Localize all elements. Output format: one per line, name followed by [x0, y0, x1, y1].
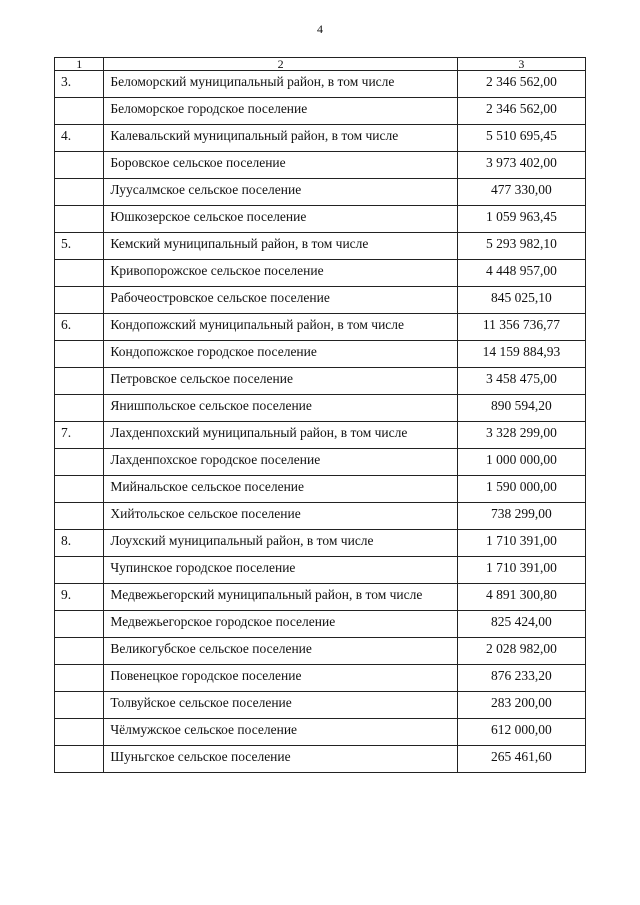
amount-cell: 5 510 695,45: [457, 125, 585, 152]
entity-name-cell: Кривопорожское сельское поселение: [104, 260, 457, 287]
entity-name-cell: Медвежьегорское городское поселение: [104, 611, 457, 638]
entity-name-cell: Калевальский муниципальный район, в том числе: [104, 125, 457, 152]
entity-name-cell: Лоухский муниципальный район, в том числе: [104, 530, 457, 557]
row-number-cell: [55, 395, 104, 422]
budget-table: [54, 57, 586, 773]
amount-cell: 612 000,00: [457, 719, 585, 746]
entity-name-cell: Рабочеостровское сельское поселение: [104, 287, 457, 314]
entity-name-cell: Кондопожский муниципальный район, в том числе: [104, 314, 457, 341]
row-number-cell: [55, 368, 104, 395]
row-number-cell: [55, 341, 104, 368]
table-row: [55, 98, 586, 125]
amount-cell: 4 891 300,80: [457, 584, 585, 611]
entity-name-cell: Боровское сельское поселение: [104, 152, 457, 179]
table-row: [55, 368, 586, 395]
table-row: [55, 530, 586, 557]
amount-cell: 14 159 884,93: [457, 341, 585, 368]
amount-cell: 825 424,00: [457, 611, 585, 638]
table-row: [55, 179, 586, 206]
table-body: [55, 71, 586, 773]
table-row: [55, 719, 586, 746]
amount-cell: 1 590 000,00: [457, 476, 585, 503]
table-row: [55, 503, 586, 530]
entity-name-cell: Чёлмужское сельское поселение: [104, 719, 457, 746]
row-number-cell: [55, 746, 104, 773]
amount-cell: 477 330,00: [457, 179, 585, 206]
entity-name-cell: Великогубское сельское поселение: [104, 638, 457, 665]
entity-name-cell: Петровское сельское поселение: [104, 368, 457, 395]
table-row: [55, 746, 586, 773]
amount-cell: 11 356 736,77: [457, 314, 585, 341]
entity-name-cell: Хийтольское сельское поселение: [104, 503, 457, 530]
entity-name-cell: Толвуйское сельское поселение: [104, 692, 457, 719]
entity-name-cell: Беломорское городское поселение: [104, 98, 457, 125]
entity-name-cell: Повенецкое городское поселение: [104, 665, 457, 692]
entity-name-cell: Мийнальское сельское поселение: [104, 476, 457, 503]
row-number-cell: [55, 503, 104, 530]
table-row: [55, 260, 586, 287]
row-number-cell: 8.: [55, 530, 104, 557]
row-number-cell: 6.: [55, 314, 104, 341]
entity-name-cell: Кемский муниципальный район, в том числе: [104, 233, 457, 260]
entity-name-cell: Янишпольское сельское поселение: [104, 395, 457, 422]
row-number-cell: [55, 692, 104, 719]
row-number-cell: [55, 611, 104, 638]
table-row: [55, 233, 586, 260]
row-number-cell: 4.: [55, 125, 104, 152]
table-row: [55, 314, 586, 341]
amount-cell: 4 448 957,00: [457, 260, 585, 287]
row-number-cell: [55, 152, 104, 179]
table-row: [55, 71, 586, 98]
entity-name-cell: Лахденпохский муниципальный район, в том числе: [104, 422, 457, 449]
row-number-cell: [55, 665, 104, 692]
table-header: [55, 58, 586, 71]
amount-cell: 1 710 391,00: [457, 557, 585, 584]
table-row: [55, 125, 586, 152]
table-row: [55, 665, 586, 692]
amount-cell: 845 025,10: [457, 287, 585, 314]
table-row: [55, 395, 586, 422]
page-number: 4: [317, 22, 323, 36]
row-number-cell: [55, 557, 104, 584]
amount-cell: 5 293 982,10: [457, 233, 585, 260]
column-header-2: 2: [104, 58, 457, 71]
row-number-cell: 3.: [55, 71, 104, 98]
row-number-cell: 5.: [55, 233, 104, 260]
amount-cell: 3 973 402,00: [457, 152, 585, 179]
table-row: [55, 557, 586, 584]
amount-cell: 1 000 000,00: [457, 449, 585, 476]
row-number-cell: [55, 98, 104, 125]
entity-name-cell: Юшкозерское сельское поселение: [104, 206, 457, 233]
entity-name-cell: Шуньгское сельское поселение: [104, 746, 457, 773]
amount-cell: 265 461,60: [457, 746, 585, 773]
table-row: [55, 449, 586, 476]
column-header-3: 3: [457, 58, 585, 71]
row-number-cell: 7.: [55, 422, 104, 449]
row-number-cell: [55, 206, 104, 233]
table-row: [55, 638, 586, 665]
table-row: [55, 476, 586, 503]
amount-cell: 876 233,20: [457, 665, 585, 692]
table-row: [55, 287, 586, 314]
row-number-cell: [55, 638, 104, 665]
row-number-cell: [55, 719, 104, 746]
table-row: [55, 692, 586, 719]
row-number-cell: [55, 179, 104, 206]
amount-cell: 738 299,00: [457, 503, 585, 530]
entity-name-cell: Чупинское городское поселение: [104, 557, 457, 584]
row-number-cell: 9.: [55, 584, 104, 611]
amount-cell: 2 028 982,00: [457, 638, 585, 665]
amount-cell: 283 200,00: [457, 692, 585, 719]
table-row: [55, 152, 586, 179]
row-number-cell: [55, 476, 104, 503]
entity-name-cell: Лахденпохское городское поселение: [104, 449, 457, 476]
amount-cell: 3 458 475,00: [457, 368, 585, 395]
entity-name-cell: Медвежьегорский муниципальный район, в том числе: [104, 584, 457, 611]
table-row: [55, 422, 586, 449]
table-row: [55, 206, 586, 233]
entity-name-cell: Луусалмское сельское поселение: [104, 179, 457, 206]
amount-cell: 2 346 562,00: [457, 71, 585, 98]
entity-name-cell: Кондопожское городское поселение: [104, 341, 457, 368]
column-header-1: 1: [55, 58, 104, 71]
row-number-cell: [55, 449, 104, 476]
amount-cell: 3 328 299,00: [457, 422, 585, 449]
header-row: [55, 58, 586, 71]
amount-cell: 2 346 562,00: [457, 98, 585, 125]
row-number-cell: [55, 287, 104, 314]
table-row: [55, 584, 586, 611]
amount-cell: 890 594,20: [457, 395, 585, 422]
table-row: [55, 341, 586, 368]
amount-cell: 1 710 391,00: [457, 530, 585, 557]
row-number-cell: [55, 260, 104, 287]
table-row: [55, 611, 586, 638]
entity-name-cell: Беломорский муниципальный район, в том числе: [104, 71, 457, 98]
amount-cell: 1 059 963,45: [457, 206, 585, 233]
